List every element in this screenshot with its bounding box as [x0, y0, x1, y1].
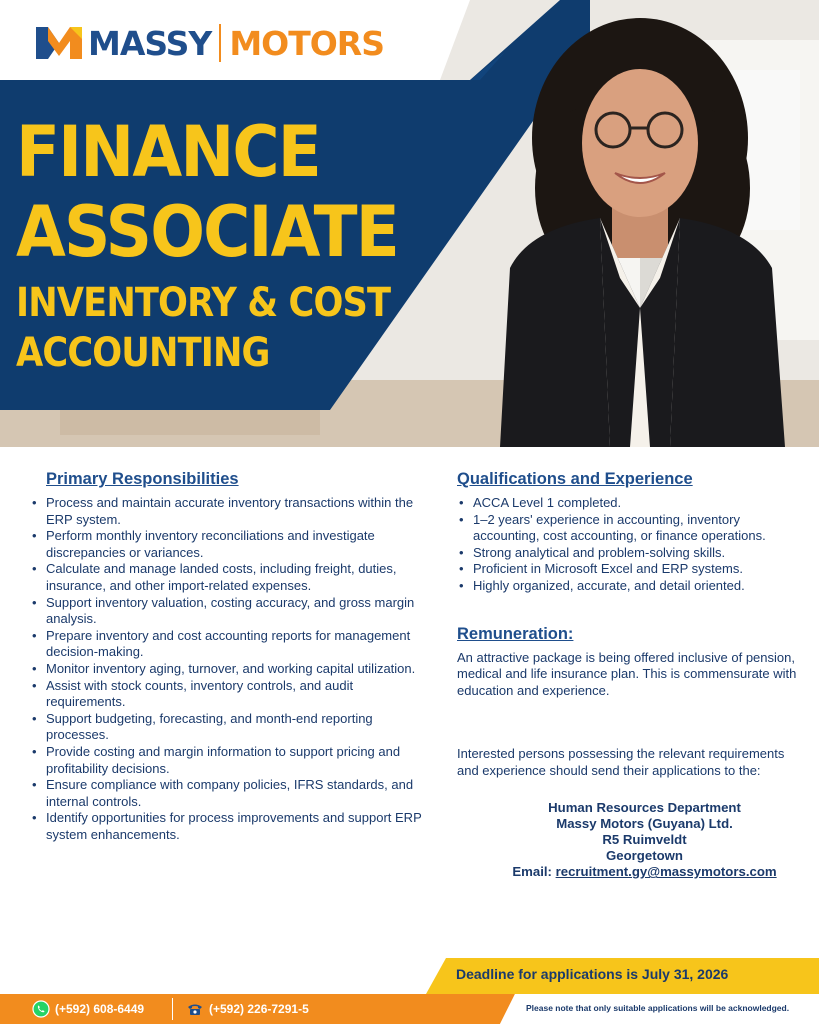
responsibilities-list — [30, 495, 425, 843]
logo-text-massy: MASSY — [88, 23, 212, 63]
massy-motors-logo — [36, 22, 384, 64]
address-company: Massy Motors (Guyana) Ltd. — [556, 815, 733, 831]
logo-divider — [219, 24, 221, 62]
email-link[interactable]: recruitment.gy@massymotors.com — [555, 864, 777, 880]
list-item: • Prepare inventory and cost accounting reports for management decision-making. — [30, 628, 425, 661]
whatsapp-contact[interactable] — [32, 1000, 144, 1018]
list-item: • ACCA Level 1 completed. — [457, 495, 802, 512]
job-title-line-1: FINANCE — [16, 111, 320, 193]
address-department: Human Resources Department — [548, 799, 741, 815]
list-item: • Highly organized, accurate, and detail oriented. — [457, 578, 802, 595]
remuneration-text: An attractive package is being offered inclusive of pension, medical and life insurance plan. This is commensurate with education and experience. — [457, 649, 797, 699]
list-item: • Monitor inventory aging, turnover, and working capital utilization. — [30, 661, 425, 678]
application-address — [457, 800, 802, 881]
list-item: • Proficient in Microsoft Excel and ERP systems. — [457, 561, 802, 578]
telephone-icon — [186, 1000, 204, 1018]
list-item: • Identify opportunities for process improvements and support ERP system enhancements. — [30, 810, 425, 843]
footer-divider — [172, 998, 173, 1020]
responsibilities-heading: Primary Responsibilities — [46, 470, 239, 488]
list-item: • 1–2 years' experience in accounting, inventory accounting, cost accounting, or finance operations. — [457, 512, 802, 545]
address-email-row — [487, 864, 802, 880]
deadline-text: Deadline for applications is July 31, 2026 — [456, 966, 729, 982]
email-label: Email: — [512, 864, 556, 880]
job-title-block — [16, 112, 441, 378]
qualifications-heading: Qualifications and Experience — [457, 470, 693, 488]
responsibilities-section — [30, 470, 425, 843]
qualifications-list — [457, 495, 802, 595]
address-street: R5 Ruimveldt — [602, 831, 687, 847]
remuneration-heading: Remuneration: — [457, 624, 574, 643]
landline-number: (+592) 226-7291-5 — [209, 1002, 309, 1016]
application-intro: Interested persons possessing the relevant requirements and experience should send their applications to the: — [457, 745, 785, 778]
massy-logo-mark-icon — [36, 23, 82, 63]
whatsapp-icon — [32, 1000, 50, 1018]
list-item: • Ensure compliance with company policies, IFRS standards, and internal controls. — [30, 777, 425, 810]
list-item: • Provide costing and margin information to support pricing and profitability decisions. — [30, 744, 425, 777]
acknowledgement-note: Please note that only suitable applications will be acknowledged. — [526, 1003, 790, 1013]
list-item: • Support inventory valuation, costing accuracy, and gross margin analysis. — [30, 595, 425, 628]
job-title-line-2: ASSOCIATE — [16, 191, 398, 273]
job-subtitle-line-2: ACCOUNTING — [16, 330, 270, 376]
job-subtitle-line-1: INVENTORY & COST — [16, 280, 391, 326]
landline-contact[interactable] — [186, 1000, 309, 1018]
list-item: • Calculate and manage landed costs, including freight, duties, insurance, and other import-related expenses. — [30, 561, 425, 594]
address-city: Georgetown — [606, 848, 683, 864]
list-item: • Support budgeting, forecasting, and month-end reporting processes. — [30, 711, 425, 744]
candidate-photo — [480, 18, 810, 447]
qualifications-section — [457, 470, 802, 881]
list-item: • Strong analytical and problem-solving skills. — [457, 545, 802, 562]
logo-text-motors: MOTORS — [229, 23, 384, 63]
list-item: • Assist with stock counts, inventory controls, and audit requirements. — [30, 678, 425, 711]
list-item: • Perform monthly inventory reconciliations and investigate discrepancies or variances. — [30, 528, 425, 561]
whatsapp-number: (+592) 608-6449 — [55, 1002, 145, 1016]
hero-banner — [0, 0, 819, 447]
list-item: • Process and maintain accurate inventory transactions within the ERP system. — [30, 495, 425, 528]
